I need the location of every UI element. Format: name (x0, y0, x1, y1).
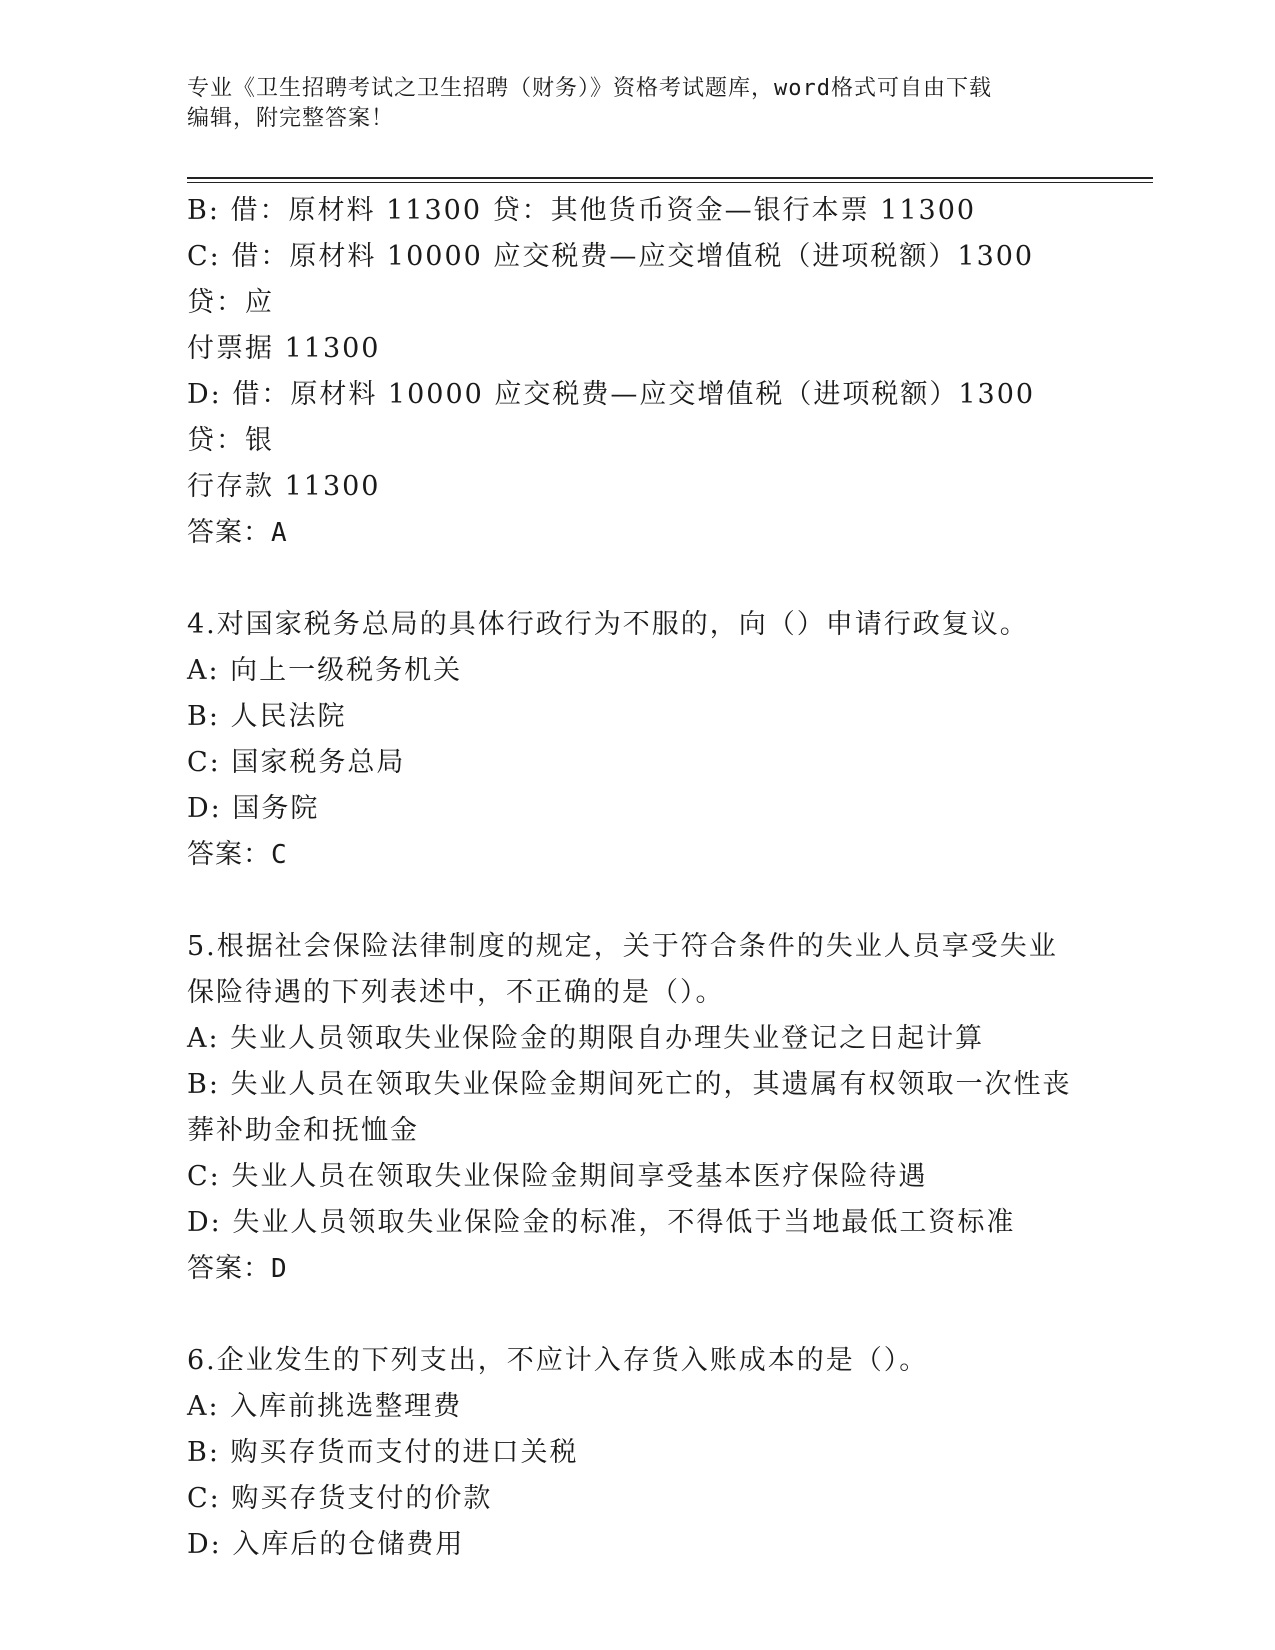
option-a: A: 失业人员领取失业保险金的期限自办理失业登记之日起计算 (187, 1023, 985, 1054)
option-a: A: 入库前挑选整理费 (187, 1391, 463, 1422)
question-stem-line-2: 保险待遇的下列表述中，不正确的是（）。 (187, 977, 725, 1008)
question-stem: 4.对国家税务总局的具体行政行为不服的，向（）申请行政复议。 (187, 609, 1029, 640)
option-a: A: 向上一级税务机关 (187, 655, 463, 686)
document-header (187, 74, 1087, 134)
answer-label: 答案： (187, 1253, 271, 1284)
option-b-continued: 葬补助金和抚恤金 (187, 1115, 419, 1146)
option-c: C: 借：原材料 10000 应交税费—应交增值税（进项税额）1300 贷：应 (187, 241, 1035, 318)
option-b: B: 失业人员在领取失业保险金期间死亡的，其遗属有权领取一次性丧 (187, 1069, 1072, 1100)
header-rule-thick (187, 177, 1153, 179)
question-3-continued (187, 188, 1087, 556)
question-stem-line-1: 5.根据社会保险法律制度的规定，关于符合条件的失业人员享受失业 (187, 931, 1058, 962)
answer-value: A (271, 518, 288, 548)
answer-label: 答案： (187, 839, 271, 870)
header-rule-thin (187, 182, 1153, 183)
option-c-continued: 付票据 11300 (187, 333, 381, 364)
question-5 (187, 924, 1087, 1292)
question-content (187, 188, 1087, 1568)
answer-value: D (271, 1254, 288, 1284)
option-b: B: 借：原材料 11300 贷：其他货币资金—银行本票 11300 (187, 195, 977, 226)
answer-line (187, 1246, 1087, 1292)
question-4 (187, 602, 1087, 878)
answer-line (187, 832, 1087, 878)
question-6 (187, 1338, 1087, 1568)
option-d: D: 国务院 (187, 793, 320, 824)
option-d: D: 借：原材料 10000 应交税费—应交增值税（进项税额）1300 贷：银 (187, 379, 1036, 456)
option-b: B: 人民法院 (187, 701, 347, 732)
header-line-1: 专业《卫生招聘考试之卫生招聘（财务）》资格考试题库，word格式可自由下载 (187, 76, 992, 101)
answer-label: 答案： (187, 517, 271, 548)
option-c: C: 购买存货支付的价款 (187, 1483, 493, 1514)
option-d: D: 失业人员领取失业保险金的标准，不得低于当地最低工资标准 (187, 1207, 1016, 1238)
answer-line (187, 510, 1087, 556)
option-d-continued: 行存款 11300 (187, 471, 381, 502)
question-stem: 6.企业发生的下列支出，不应计入存货入账成本的是（）。 (187, 1345, 929, 1376)
answer-value: C (271, 840, 288, 870)
option-d: D: 入库后的仓储费用 (187, 1529, 465, 1560)
option-c: C: 失业人员在领取失业保险金期间享受基本医疗保险待遇 (187, 1161, 928, 1192)
option-c: C: 国家税务总局 (187, 747, 406, 778)
header-line-2: 编辑，附完整答案！ (187, 106, 395, 131)
option-b: B: 购买存货而支付的进口关税 (187, 1437, 579, 1468)
